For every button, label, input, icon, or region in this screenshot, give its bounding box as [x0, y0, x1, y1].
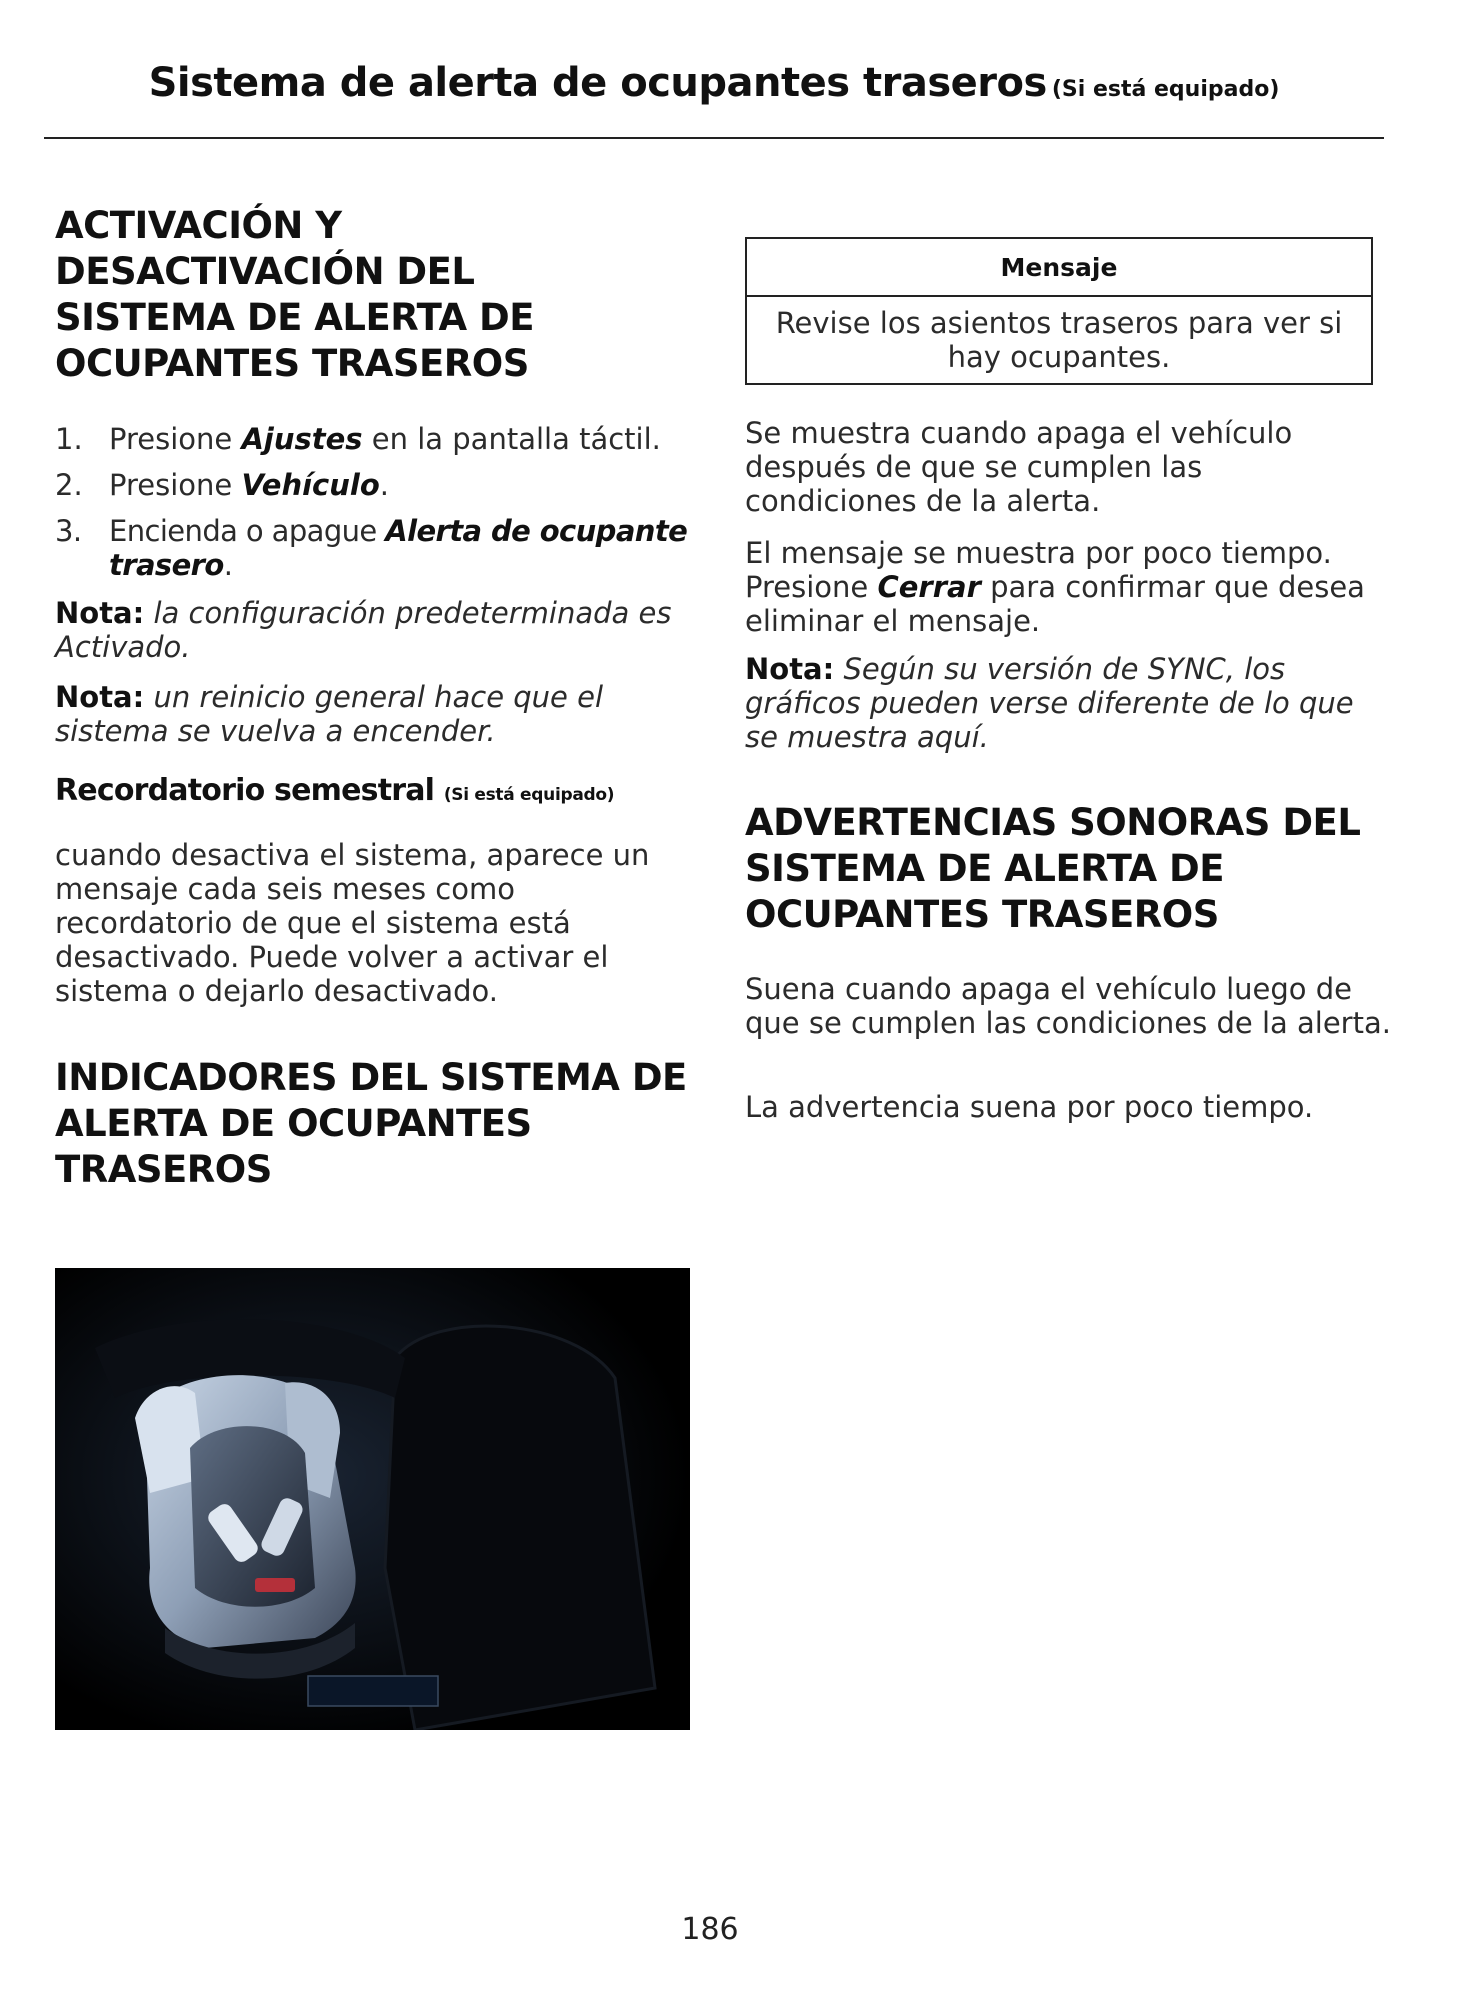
message-table-cell: Revise los asientos traseros para ver si hay ocupantes. — [746, 296, 1372, 384]
audible-paragraph-1: Suena cuando apaga el vehículo luego de que se cumplen las condiciones de la alerta. — [745, 972, 1391, 1040]
note-master-reset: Nota: un reinicio general hace que el sistema se vuelva a encender. — [55, 680, 603, 748]
list-item: 2. Presione Vehículo. — [55, 468, 389, 502]
audible-paragraph-2: La advertencia suena por poco tiempo. — [745, 1090, 1314, 1124]
rear-seat-photo — [55, 1268, 690, 1730]
child-seat-illustration — [55, 1268, 690, 1730]
header-divider — [44, 137, 1384, 139]
indicators-heading: INDICADORES DEL SISTEMA DE ALERTA DE OCUPANTES TRASEROS — [55, 1056, 687, 1191]
message-table — [745, 237, 1373, 385]
page-header — [44, 60, 1384, 106]
page-title-qualifier: (Si está equipado) — [1051, 77, 1280, 102]
step-number: 1. — [55, 422, 83, 456]
list-item: 3. Encienda o apague Alerta de ocupante trasero. — [55, 514, 688, 582]
audible-warnings-heading: ADVERTENCIAS SONORAS DEL SISTEMA DE ALERTA DE OCUPANTES TRASEROS — [745, 801, 1361, 936]
reminder-body: cuando desactiva el sistema, aparece un mensaje cada seis meses como recordatorio de que el sistema está desactivado. Puede volver a activar el sistema o dejarlo desactivado. — [55, 838, 650, 1008]
message-table-header: Mensaje — [746, 238, 1372, 296]
step-number: 2. — [55, 468, 83, 502]
page-title: Sistema de alerta de ocupantes traseros — [148, 60, 1047, 106]
note-default-setting: Nota: la configuración predeterminada es Activado. — [55, 596, 672, 664]
note-sync-graphics: Nota: Según su versión de SYNC, los gráficos pueden verse diferente de lo que se muestra aquí. — [745, 652, 1354, 754]
list-item: 1. Presione Ajustes en la pantalla táctil. — [55, 422, 661, 456]
reminder-heading: Recordatorio semestral (Si está equipado) — [55, 773, 615, 808]
message-shown-paragraph: Se muestra cuando apaga el vehículo después de que se cumplen las condiciones de la alerta. — [745, 416, 1293, 518]
steps-list — [55, 422, 695, 594]
step-number: 3. — [55, 514, 82, 548]
activation-heading: ACTIVACIÓN Y DESACTIVACIÓN DEL SISTEMA DE ALERTA DE OCUPANTES TRASEROS — [55, 204, 534, 385]
table-row — [746, 296, 1372, 384]
message-duration-paragraph: El mensaje se muestra por poco tiempo. Presione Cerrar para confirmar que desea eliminar el mensaje. — [745, 536, 1365, 638]
page-number: 186 — [681, 1912, 739, 1947]
